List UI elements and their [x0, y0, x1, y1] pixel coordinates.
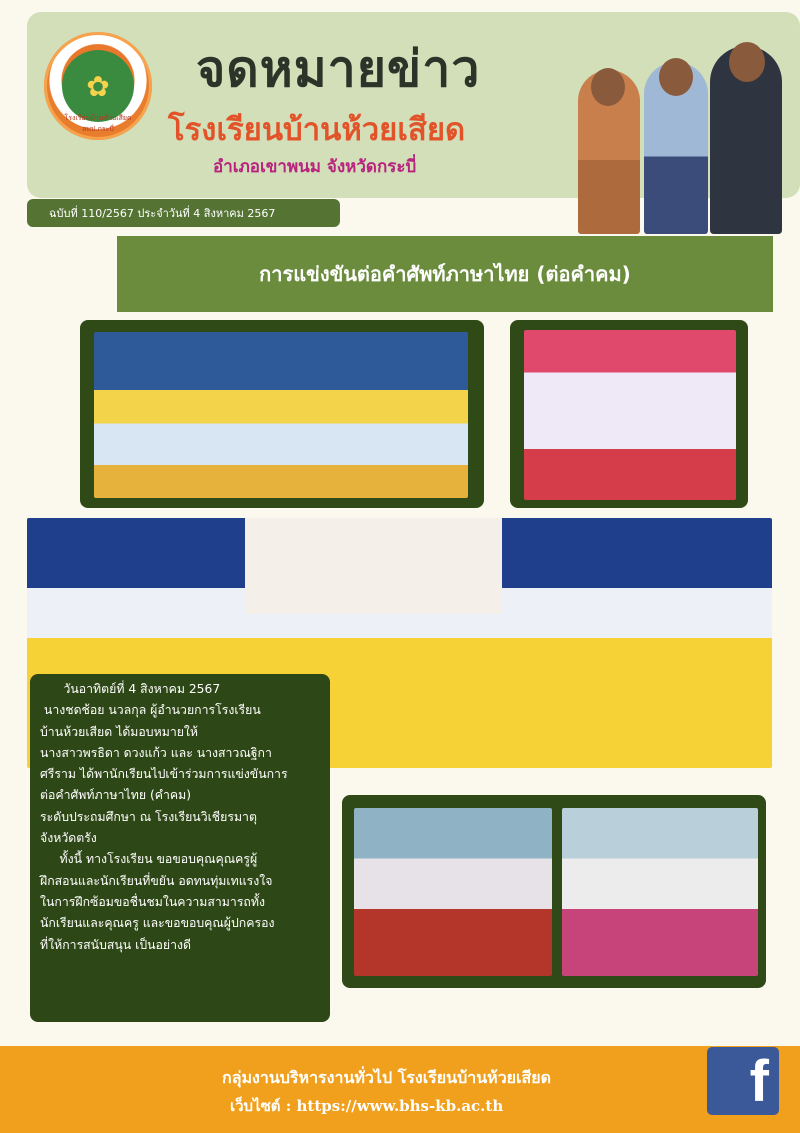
school-name: โรงเรียนบ้านห้วยเสียด: [168, 112, 466, 148]
article-line: จังหวัดตรัง: [40, 831, 97, 846]
students-playing-photo: [524, 330, 736, 500]
staff-head-3: [729, 42, 765, 82]
issue-text: ฉบับที่ 110/2567 ประจำวันที่ 4 สิงหาคม 2567: [49, 207, 276, 220]
topic-banner: [117, 236, 773, 312]
district-label: อำเภอเขาพนม จังหวัดกระบี่: [213, 157, 417, 177]
competition-photo-2: [562, 808, 758, 976]
article-line: ฝึกสอนและนักเรียนที่ขยัน อดทนทุ่มเทแรงใจ: [40, 873, 273, 888]
topic-title: การแข่งขันต่อคำศัพท์ภาษาไทย (ต่อคำคม): [259, 262, 631, 286]
footer-group-name: กลุ่มงานบริหารงานทั่วไป โรงเรียนบ้านห้วยเสียด: [222, 1068, 552, 1087]
logo-text: โรงเรียนบ้านห้วยเสียด สพป.กระบี่: [64, 114, 132, 133]
article-line: ที่ให้การสนับสนุน เป็นอย่างดี: [40, 937, 192, 952]
website-link[interactable]: เว็บไซต์ : https://www.bhs-kb.ac.th: [230, 1097, 504, 1115]
issue-bar: [27, 199, 340, 227]
staff-head-2: [659, 58, 693, 96]
newsletter-title: จดหมายข่าว: [196, 40, 481, 98]
article-line: ทั้งนี้ ทางโรงเรียน ขอขอบคุณคุณครูผู้: [40, 852, 258, 867]
article-line: บ้านห้วยเสียด ได้มอบหมายให้: [40, 724, 199, 739]
group-photo-students: [94, 332, 468, 498]
article-line: ต่อคำศัพท์ภาษาไทย (คำคม): [40, 788, 192, 803]
article-line: ในการฝึกซ้อมขอชื่นชมในความสามารถทั้ง: [40, 894, 265, 909]
emblem-icon: ✿: [62, 50, 134, 122]
article-line: วันอาทิตย์ที่ 4 สิงหาคม 2567: [40, 682, 221, 696]
article-line: นางชดช้อย นวลกุล ผู้อำนวยการโรงเรียน: [40, 703, 261, 718]
staff-head-1: [591, 68, 625, 106]
competition-photo-1: [354, 808, 552, 976]
article-line: นักเรียนและคุณครู และขอขอบคุณผู้ปกครอง: [40, 916, 275, 931]
article-line: ศรีราม ได้พานักเรียนไปเข้าร่วมการแข่งขันการ: [40, 767, 288, 782]
event-screen: [245, 518, 502, 614]
article-line: นางสาวพรธิดา ดวงแก้ว และ นางสาวณฐิกา: [40, 745, 272, 760]
article-text-box: [30, 674, 330, 1022]
article-line: ระดับประถมศึกษา ณ โรงเรียนวิเชียรมาตุ: [40, 809, 257, 824]
facebook-icon[interactable]: f: [707, 1047, 779, 1115]
